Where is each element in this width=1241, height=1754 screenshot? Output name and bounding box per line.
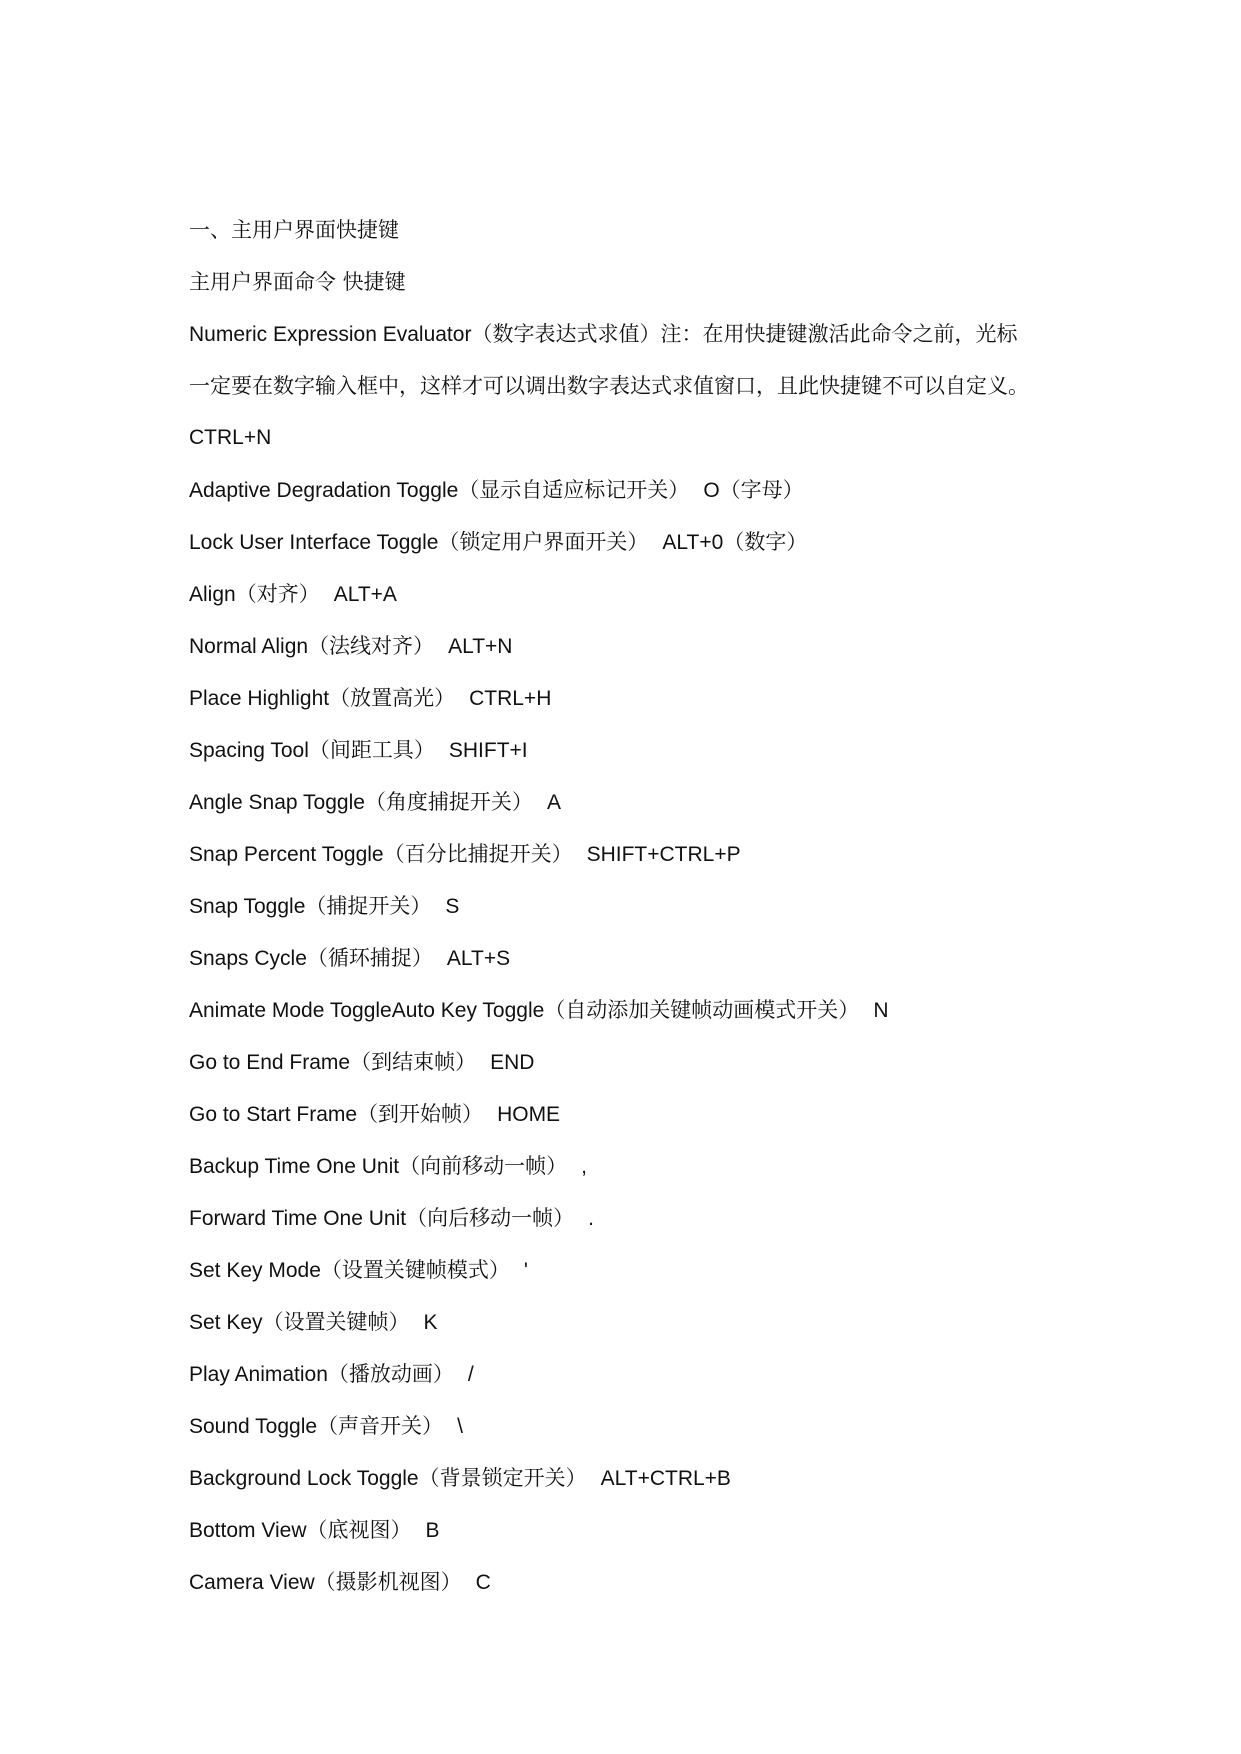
shortcut-row <box>189 1192 1089 1244</box>
shortcut-key: A <box>546 791 561 814</box>
shortcut-row <box>189 1556 1089 1608</box>
shortcut-key: CTRL+H <box>469 687 552 710</box>
command-name: Lock User Interface Toggle <box>189 531 439 554</box>
shortcut-row <box>189 1244 1089 1296</box>
command-description: （摄影机视图） <box>314 1570 462 1594</box>
shortcut-key: / <box>467 1363 474 1386</box>
intro-shortcut <box>189 412 1089 464</box>
shortcut-row <box>189 1400 1089 1452</box>
shortcut-key: B <box>425 1519 440 1542</box>
command-description: （数字表达式求值）注：在用快捷键激活此命令之前，光标 <box>471 322 1018 346</box>
command-name: Set Key <box>189 1311 263 1334</box>
shortcut-row <box>189 932 1089 984</box>
shortcut-key: O <box>703 479 720 502</box>
command-list <box>189 464 1089 1608</box>
shortcut-row <box>189 776 1089 828</box>
command-name: Adaptive Degradation Toggle <box>189 479 459 502</box>
shortcut-key: \ <box>457 1415 463 1438</box>
command-description: （角度捕捉开关） <box>364 790 533 814</box>
shortcut-row <box>189 1296 1089 1348</box>
command-description: （百分比捕捉开关） <box>383 842 573 866</box>
shortcut-row <box>189 464 1089 516</box>
command-name: Snap Toggle <box>189 895 306 918</box>
shortcut-note: （字母） <box>719 478 804 502</box>
command-name: Bottom View <box>189 1519 307 1542</box>
shortcut-key: C <box>475 1571 491 1594</box>
shortcut-key: END <box>490 1051 535 1074</box>
shortcut-row <box>189 1504 1089 1556</box>
shortcut-key: HOME <box>497 1103 561 1126</box>
shortcut-row <box>189 620 1089 672</box>
command-description: （到开始帧） <box>357 1102 484 1126</box>
section-heading: 一、主用户界面快捷键 <box>189 218 399 242</box>
shortcut-row <box>189 1140 1089 1192</box>
intro-line-2 <box>189 360 1089 412</box>
shortcut-row <box>189 984 1089 1036</box>
command-name: Background Lock Toggle <box>189 1467 419 1490</box>
shortcut-key: SHIFT+I <box>448 739 528 762</box>
shortcut-key: ALT+0 <box>662 531 724 554</box>
command-description: （背景锁定开关） <box>418 1466 587 1490</box>
shortcut-row <box>189 1088 1089 1140</box>
shortcut-row <box>189 880 1089 932</box>
command-name: Forward Time One Unit <box>189 1207 407 1230</box>
shortcut-key: N <box>873 999 889 1022</box>
command-name: Align <box>189 583 236 606</box>
command-name: Normal Align <box>189 635 309 658</box>
command-description: （声音开关） <box>317 1414 444 1438</box>
table-header: 主用户界面命令 快捷键 <box>189 270 406 294</box>
command-description: （向前移动一帧） <box>399 1154 568 1178</box>
command-description: （底视图） <box>306 1518 412 1542</box>
command-description: （锁定用户界面开关） <box>438 530 649 554</box>
command-description: （播放动画） <box>327 1362 454 1386</box>
command-name: Play Animation <box>189 1363 328 1386</box>
shortcut-key: ALT+A <box>333 583 397 606</box>
command-name: Camera View <box>189 1571 315 1594</box>
command-name: Place Highlight <box>189 687 330 710</box>
shortcut-key: K <box>423 1311 438 1334</box>
shortcut-key: , <box>581 1155 587 1178</box>
command-name: Spacing Tool <box>189 739 309 762</box>
shortcut-key: ALT+S <box>446 947 511 970</box>
command-name: Angle Snap Toggle <box>189 791 365 814</box>
command-name: Go to End Frame <box>189 1051 351 1074</box>
command-description: （捕捉开关） <box>305 894 432 918</box>
command-description: （向后移动一帧） <box>406 1206 575 1230</box>
shortcut-key: ALT+N <box>448 635 513 658</box>
command-description: （设置关键帧） <box>262 1310 410 1334</box>
shortcut-row <box>189 1348 1089 1400</box>
command-description: （到结束帧） <box>350 1050 477 1074</box>
intro-line-1 <box>189 308 1089 360</box>
shortcut-key: . <box>588 1207 594 1230</box>
command-description: （自动添加关键帧动画模式开关） <box>544 998 860 1022</box>
shortcut-key: CTRL+N <box>189 426 272 449</box>
command-description: （循环捕捉） <box>306 946 433 970</box>
command-description: （显示自适应标记开关） <box>458 478 690 502</box>
command-name: Go to Start Frame <box>189 1103 358 1126</box>
command-description: （设置关键帧模式） <box>320 1258 510 1282</box>
shortcut-row <box>189 516 1089 568</box>
shortcut-row <box>189 1452 1089 1504</box>
command-name: Animate Mode ToggleAuto Key Toggle <box>189 999 545 1022</box>
shortcut-row <box>189 724 1089 776</box>
shortcut-note: （数字） <box>723 530 808 554</box>
shortcut-row <box>189 672 1089 724</box>
shortcut-key: S <box>445 895 460 918</box>
shortcut-row <box>189 568 1089 620</box>
command-name: Numeric Expression Evaluator <box>189 323 472 346</box>
shortcut-key: SHIFT+CTRL+P <box>586 843 741 866</box>
document-body <box>189 204 1089 1608</box>
command-description: 一定要在数字输入框中，这样才可以调出数字表达式求值窗口，且此快捷键不可以自定义。 <box>189 374 1029 398</box>
shortcut-row <box>189 1036 1089 1088</box>
shortcut-key: ' <box>523 1259 528 1282</box>
command-description: （间距工具） <box>308 738 435 762</box>
command-name: Sound Toggle <box>189 1415 318 1438</box>
command-name: Snaps Cycle <box>189 947 307 970</box>
command-description: （对齐） <box>235 582 320 606</box>
command-name: Set Key Mode <box>189 1259 321 1282</box>
shortcut-row <box>189 828 1089 880</box>
command-name: Snap Percent Toggle <box>189 843 384 866</box>
command-description: （法线对齐） <box>308 634 435 658</box>
shortcut-key: ALT+CTRL+B <box>600 1467 731 1490</box>
command-name: Backup Time One Unit <box>189 1155 400 1178</box>
command-description: （放置高光） <box>329 686 456 710</box>
